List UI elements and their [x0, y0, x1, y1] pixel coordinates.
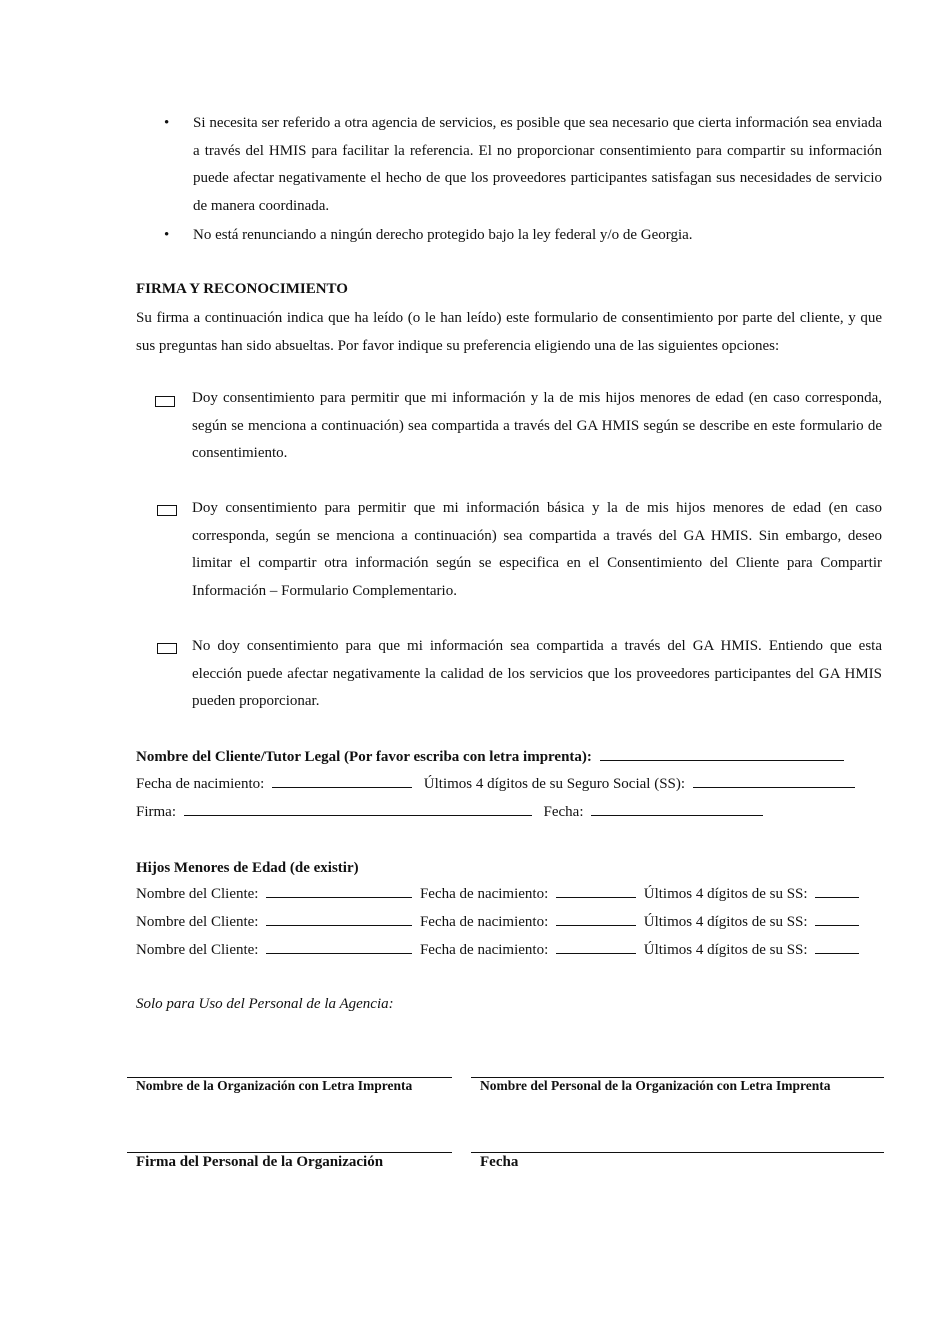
client-date-field[interactable]	[591, 801, 763, 816]
bullet-referral: • Si necesita ser referido a otra agencia de servicios, es posible que sea necesario que cierta información sea enviada a través del HMIS para facilitar la referencia. El no proporcionar consentimiento para compartir su información puede afectar negativamente el hecho de que los proveedores participantes satisfagan sus necesidades de servicio de manera coordinada.	[160, 110, 882, 220]
info-bullet-list	[160, 110, 882, 252]
minor-ssn-field[interactable]	[815, 911, 859, 926]
staff-signature-line[interactable]	[127, 1152, 452, 1153]
minor-row	[136, 883, 859, 905]
minor-name-label: Nombre del Cliente:	[136, 886, 259, 902]
consent-full-text: Doy consentimiento para permitir que mi información y la de mis hijos menores de edad (en caso corresponda, según se menciona a continuación) sea compartida a través del GA HMIS según se describe en este formulario de consentimiento.	[192, 390, 882, 461]
minor-ssn-label: Últimos 4 dígitos de su SS:	[643, 914, 808, 930]
minor-dob-field[interactable]	[556, 911, 636, 926]
minor-ssn-field[interactable]	[815, 883, 859, 898]
consent-limited-checkbox[interactable]	[157, 505, 177, 516]
org-name-label: Nombre de la Organización con Letra Imprenta	[136, 1078, 413, 1093]
client-dob-row	[136, 773, 855, 795]
consent-full-checkbox[interactable]	[155, 396, 175, 407]
agency-use-note: Solo para Uso del Personal de la Agencia:	[136, 996, 394, 1012]
minor-dob-field[interactable]	[556, 939, 636, 954]
no-consent-text: No doy consentimiento para que mi información sea compartida a través del GA HMIS. Entiendo que esta elección puede afectar negativamente la calidad de los servicios que los proveedores participantes del GA HMIS pueden proporcionar.	[192, 638, 882, 709]
minor-row	[136, 939, 859, 961]
staff-signature-label: Firma del Personal de la Organización	[136, 1154, 384, 1170]
minor-dob-label: Fecha de nacimiento:	[419, 914, 549, 930]
section-intro: Su firma a continuación indica que ha leído (o le han leído) este formulario de consentimiento por parte del cliente, y que sus preguntas han sido absueltas. Por favor indique su preferencia eligiendo una de las siguientes opciones:	[136, 310, 882, 354]
section-title: FIRMA Y RECONOCIMIENTO	[136, 281, 348, 297]
minor-dob-label: Fecha de nacimiento:	[419, 942, 549, 958]
client-signature-field[interactable]	[184, 801, 532, 816]
agency-date-label: Fecha	[480, 1154, 519, 1170]
minor-name-label: Nombre del Cliente:	[136, 942, 259, 958]
minor-ssn-label: Últimos 4 dígitos de su SS:	[643, 886, 808, 902]
consent-limited-text: Doy consentimiento para permitir que mi información básica y la de mis hijos menores de edad (en caso corresponda, según se menciona a continuación) sea compartida a través del GA HMIS. Sin embargo, deseo limitar el compartir otra información según se especifica en el Consentimiento del Cliente para Compartir Información – Formulario Complementario.	[192, 500, 882, 599]
agency-date-line[interactable]	[471, 1152, 884, 1153]
minor-dob-label: Fecha de nacimiento:	[419, 886, 549, 902]
client-name-label: Nombre del Cliente/Tutor Legal (Por favor escriba con letra imprenta):	[136, 749, 592, 765]
client-dob-field[interactable]	[272, 773, 412, 788]
minor-ssn-label: Últimos 4 dígitos de su SS:	[643, 942, 808, 958]
client-date-label: Fecha:	[543, 804, 584, 820]
no-consent-checkbox[interactable]	[157, 643, 177, 654]
minor-name-field[interactable]	[266, 883, 412, 898]
client-signature-row	[136, 801, 763, 823]
client-name-field[interactable]	[600, 746, 844, 761]
client-dob-label: Fecha de nacimiento:	[136, 776, 265, 792]
client-ssn-field[interactable]	[693, 773, 855, 788]
staff-name-label: Nombre del Personal de la Organización con Letra Imprenta	[480, 1078, 831, 1093]
minor-name-field[interactable]	[266, 911, 412, 926]
minor-ssn-field[interactable]	[815, 939, 859, 954]
minor-name-label: Nombre del Cliente:	[136, 914, 259, 930]
client-signature-label: Firma:	[136, 804, 176, 820]
bullet-rights: • No está renunciando a ningún derecho protegido bajo la ley federal y/o de Georgia.	[160, 222, 882, 250]
minor-row	[136, 911, 859, 933]
client-name-row	[136, 746, 844, 768]
client-ssn-label: Últimos 4 dígitos de su Seguro Social (SS):	[423, 776, 686, 792]
minor-dob-field[interactable]	[556, 883, 636, 898]
minors-title: Hijos Menores de Edad (de existir)	[136, 860, 359, 876]
minor-name-field[interactable]	[266, 939, 412, 954]
